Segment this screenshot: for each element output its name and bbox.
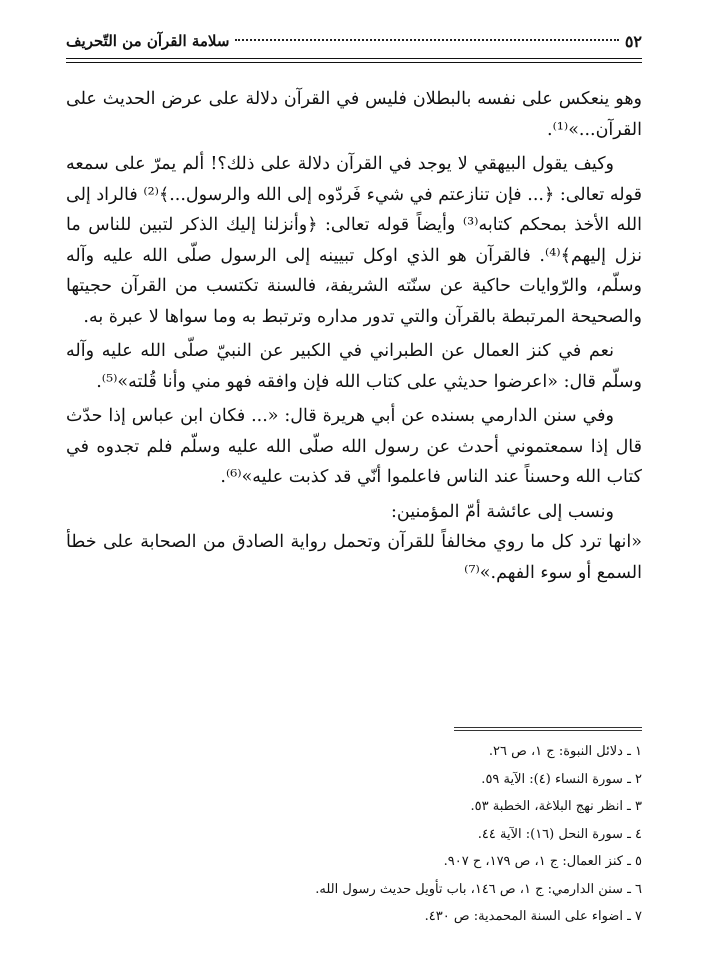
footnote: ٦ ـ سنن الدارمي: ج ١، ص ١٤٦، باب تأويل حديث رسول الله. [315,881,642,897]
footnote: ١ ـ دلائل النبوة: ج ١، ص ٢٦. [488,744,642,759]
footnote: ٧ ـ اضواء على السنة المحمدية: ص ٤٣٠. [424,909,642,924]
paragraph: ونسب إلى عائشة أمّ المؤمنين: [391,501,614,522]
footnote: ٥ ـ كنز العمال: ج ١، ص ١٧٩، ح ٩٠٧. [443,854,642,869]
paragraph: وهو ينعكس على نفسه بالبطلان فليس في القرآن دلالة على عرض الحديث على القرآن...»⁽¹⁾. [66,89,642,140]
main-text [66,84,642,588]
footnotes [66,738,642,931]
footnote-separator [454,727,642,728]
paragraph: نعم في كنز العمال عن الطبراني في الكبير عن النبيّ صلّى الله عليه وآله وسلّم قال: «اعرضوا حديثي على كتاب الله فإن وافقه فهو مني وأنا قُلته»⁽⁵⁾. [66,341,642,392]
footnote: ٤ ـ سورة النحل (١٦): الآية ٤٤. [477,826,642,842]
header-rule [66,62,642,63]
footnote-separator [454,730,642,731]
paragraph: وكيف يقول البيهقي لا يوجد في القرآن دلالة على ذلك؟! ألم يمرّ على سمعه قوله تعالى: ﴿... فإن تنازعتم في شيء فَردّوه إلى الله والرسول...﴾⁽²⁾ فالراد إلى الله الأخذ بمحكم كتابه⁽³⁾ وأيضاً قوله تعالى: ﴿وأنزلنا إليك الذكر لتبين للناس ما نزل إليهم﴾⁽⁴⁾. فالقرآن هو الذي اوكل تبيينه إلى الرسول صلّى الله عليه وآله وسلّم، والرّوايات حاكية عن سنّته الشريفة، فالسنة تكتسب من القرآن حجيتها والصحيحة المرتبطة بالقرآن والتي تدور مداره وترتبط به وما سواها لا عبرة به. [66,154,643,327]
header-rule [66,58,642,59]
paragraph: «انها ترد كل ما روي مخالفاً للقرآن وتحمل رواية الصادق من الصحابة على خطأ السمع أو سوء الفهم.»⁽⁷⁾ [66,532,642,583]
header-leader-dots [235,38,618,41]
running-title: سلامة القرآن من التّحريف [66,32,230,50]
footnote: ٢ ـ سورة النساء (٤): الآية ٥٩. [481,771,642,787]
paragraph: وفي سنن الدارمي بسنده عن أبي هريرة قال: «... فكان ابن عباس إذا حدّث قال إذا سمعتموني أحدث عن رسول الله صلّى الله عليه وسلّم فلم تجدوه في كتاب الله وحسناً عند الناس فاعلموا أنّي قد كذبت عليه»⁽⁶⁾. [66,406,642,487]
page-number: ٥٢ [624,31,642,51]
page-header [66,28,642,54]
footnote: ٣ ـ انظر نهج البلاغة، الخطبة ٥٣. [470,799,642,814]
